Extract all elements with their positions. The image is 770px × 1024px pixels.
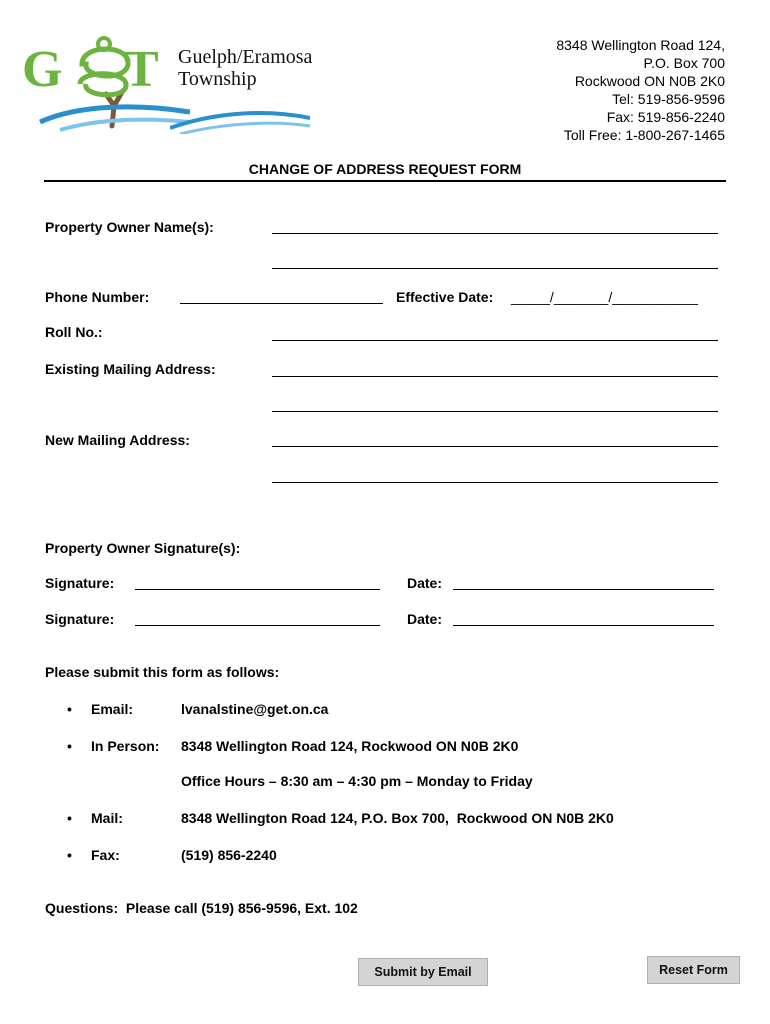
- brand-name-line2: Township: [178, 68, 257, 90]
- property-owner-label: Property Owner Name(s):: [45, 219, 214, 235]
- signature-label-2: Signature:: [45, 611, 115, 627]
- phone-line: Tel: 519-856-9596: [612, 91, 725, 107]
- address-line: P.O. Box 700: [643, 55, 725, 71]
- township-address: [465, 36, 725, 144]
- mail-value: 8348 Wellington Road 124, P.O. Box 700, Rockwood ON N0B 2K0: [181, 810, 614, 826]
- bullet-icon: •: [67, 847, 72, 863]
- title-rule: [44, 180, 726, 182]
- new-address-field-2[interactable]: [272, 482, 718, 483]
- address-line: 8348 Wellington Road 124,: [556, 37, 725, 53]
- svg-text:G: G: [22, 41, 63, 98]
- fax-line: Fax: 519-856-2240: [606, 109, 725, 125]
- questions-line: Questions: Please call (519) 856-9596, Ext. 102: [45, 900, 358, 916]
- phone-field[interactable]: [180, 303, 383, 304]
- bullet-icon: •: [67, 701, 72, 717]
- in-person-label: In Person:: [91, 738, 160, 754]
- signature-label-1: Signature:: [45, 575, 115, 591]
- wave-decoration: [170, 94, 310, 134]
- mail-label: Mail:: [91, 810, 123, 826]
- fax-label: Fax:: [91, 847, 120, 863]
- email-label: Email:: [91, 701, 134, 717]
- effective-date-field[interactable]: _____/_______/___________: [511, 289, 698, 305]
- brand-name-line1: Guelph/Eramosa: [178, 46, 313, 68]
- new-address-field[interactable]: [272, 446, 718, 447]
- bullet-icon: •: [67, 810, 72, 826]
- signature-field-1[interactable]: [135, 589, 380, 590]
- date-field-2[interactable]: [453, 625, 714, 626]
- roll-number-label: Roll No.:: [45, 324, 103, 340]
- existing-address-field[interactable]: [272, 376, 718, 377]
- bullet-icon: •: [67, 738, 72, 754]
- property-owner-field-2[interactable]: [272, 268, 718, 269]
- signatures-heading: Property Owner Signature(s):: [45, 540, 241, 556]
- address-line: Rockwood ON N0B 2K0: [574, 73, 725, 89]
- date-label-2: Date:: [407, 611, 443, 627]
- office-hours: Office Hours – 8:30 am – 4:30 pm – Monday to Friday: [181, 773, 533, 789]
- get-logo-graphic: [20, 34, 190, 134]
- signature-field-2[interactable]: [135, 625, 380, 626]
- date-field-1[interactable]: [453, 589, 714, 590]
- new-address-label: New Mailing Address:: [45, 432, 190, 448]
- form-title: CHANGE OF ADDRESS REQUEST FORM: [248, 161, 522, 177]
- date-label-1: Date:: [407, 575, 443, 591]
- submit-by-email-button[interactable]: Submit by Email: [358, 958, 488, 986]
- in-person-value: 8348 Wellington Road 124, Rockwood ON N0B 2K0: [181, 738, 519, 754]
- toll-free-line: Toll Free: 1-800-267-1465: [563, 127, 725, 143]
- township-logo: [20, 34, 313, 134]
- roll-number-field[interactable]: [272, 340, 718, 341]
- email-value: lvanalstine@get.on.ca: [181, 701, 329, 717]
- svg-text:T: T: [124, 41, 159, 98]
- fax-value: (519) 856-2240: [181, 847, 277, 863]
- property-owner-field[interactable]: [272, 233, 718, 234]
- existing-address-label: Existing Mailing Address:: [45, 361, 216, 377]
- submission-heading: Please submit this form as follows:: [45, 664, 280, 680]
- phone-label: Phone Number:: [45, 289, 150, 305]
- effective-date-label: Effective Date:: [396, 289, 494, 305]
- reset-form-button[interactable]: Reset Form: [647, 956, 740, 984]
- existing-address-field-2[interactable]: [272, 411, 718, 412]
